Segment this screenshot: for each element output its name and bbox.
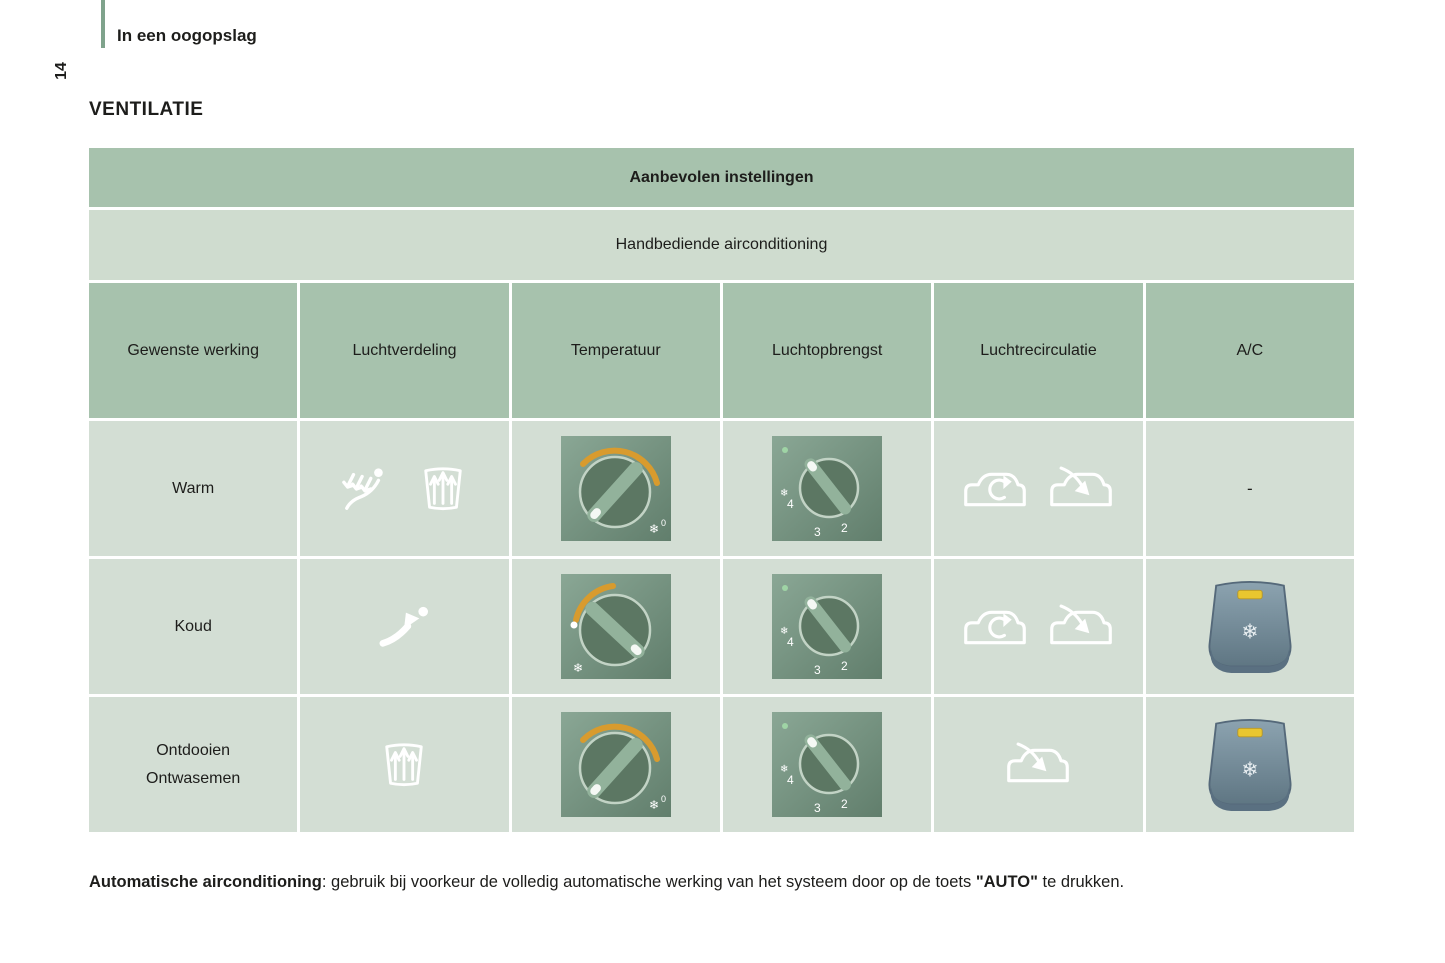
face-vent-icon — [369, 603, 439, 651]
table-subtitle: Handbediende airconditioning — [89, 210, 1354, 280]
fan-speed-dial-image — [772, 436, 882, 541]
cell-koud-luchtverdeling — [300, 559, 508, 694]
cell-ontdooien-luchtopbrengst — [723, 697, 931, 832]
ac-not-applicable: - — [1246, 478, 1253, 498]
column-header-gewenste-werking: Gewenste werking — [89, 283, 297, 418]
cell-koud-label — [89, 559, 297, 694]
column-header-luchtrecirculatie: Luchtrecirculatie — [934, 283, 1142, 418]
windshield-defrost-icon — [412, 465, 474, 513]
air-recirculation-icon — [960, 604, 1030, 650]
cell-warm-temperatuur — [512, 421, 720, 556]
cell-ontdooien-temperatuur — [512, 697, 720, 832]
row-label-ontdooien — [146, 737, 240, 791]
footer-note — [89, 873, 1369, 892]
windshield-defrost-icon — [370, 741, 438, 789]
fan-speed-dial-image — [772, 574, 882, 679]
row-label-line1: Ontdooien — [156, 742, 231, 760]
fresh-air-intake-icon — [1046, 466, 1116, 512]
section-title: VENTILATIE — [89, 99, 204, 120]
cell-koud-luchtrecirculatie — [934, 559, 1142, 694]
table-title: Aanbevolen instellingen — [89, 148, 1354, 207]
footer-bold-auto: "AUTO" — [975, 873, 1038, 891]
air-recirculation-icon — [960, 466, 1030, 512]
fresh-air-intake-icon — [1046, 604, 1116, 650]
temperature-dial-cold-image — [561, 574, 671, 679]
fan-speed-dial-image — [772, 712, 882, 817]
cell-warm-luchtopbrengst — [723, 421, 931, 556]
row-label-warm: Warm — [172, 479, 215, 497]
header-accent-bar — [101, 0, 105, 48]
row-label-koud: Koud — [174, 617, 212, 635]
page-number: 14 — [53, 62, 70, 80]
ventilation-settings-table — [89, 148, 1354, 832]
column-header-temperatuur: Temperatuur — [512, 283, 720, 418]
column-header-luchtopbrengst: Luchtopbrengst — [723, 283, 931, 418]
ac-button-image — [1203, 712, 1297, 818]
cell-warm-luchtrecirculatie — [934, 421, 1142, 556]
column-header-ac: A/C — [1146, 283, 1354, 418]
footer-text-tail: te drukken. — [1037, 873, 1125, 891]
cell-ontdooien-label — [89, 697, 297, 832]
cell-ontdooien-luchtrecirculatie — [934, 697, 1142, 832]
fresh-air-intake-icon — [1003, 742, 1073, 788]
footer-text-middle: : gebruik bij voorkeur de volledig automatische werking van het systeem door op de toets — [321, 873, 976, 891]
footer-bold-lead: Automatische airconditioning — [89, 873, 322, 891]
cell-koud-luchtopbrengst — [723, 559, 931, 694]
column-header-luchtverdeling: Luchtverdeling — [300, 283, 508, 418]
cell-ontdooien-ac — [1146, 697, 1354, 832]
chapter-heading: In een oogopslag — [117, 26, 257, 45]
cell-ontdooien-luchtverdeling — [300, 697, 508, 832]
footwell-vent-icon — [334, 465, 396, 513]
cell-warm-luchtverdeling — [300, 421, 508, 556]
temperature-dial-hot-image — [561, 712, 671, 817]
cell-koud-ac — [1146, 559, 1354, 694]
cell-warm-label — [89, 421, 297, 556]
cell-koud-temperatuur — [512, 559, 720, 694]
ac-button-image — [1203, 574, 1297, 680]
cell-warm-ac — [1146, 421, 1354, 556]
row-label-line2: Ontwasemen — [146, 769, 241, 787]
temperature-dial-hot-image — [561, 436, 671, 541]
